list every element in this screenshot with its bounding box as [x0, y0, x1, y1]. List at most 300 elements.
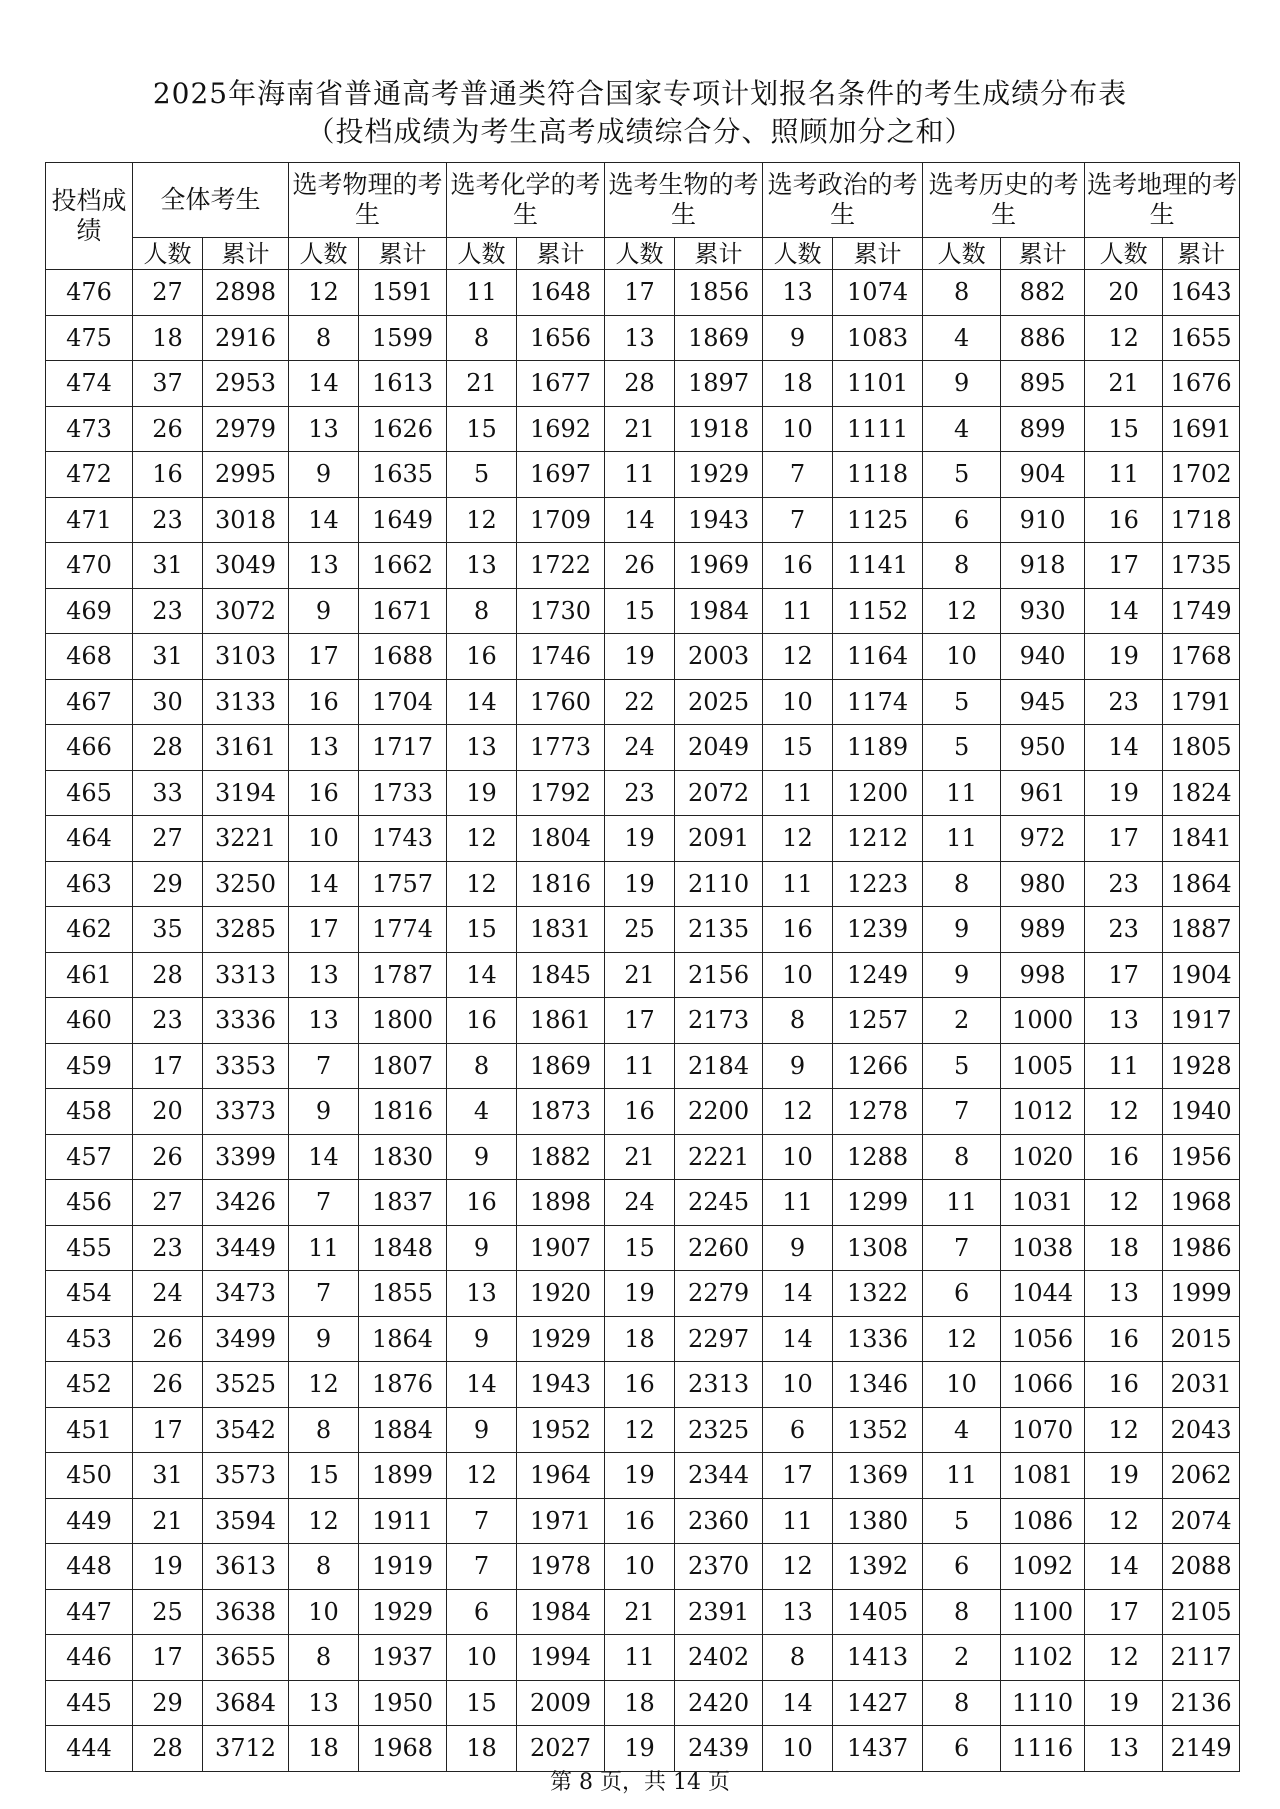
cumulative-cell: 1816 — [359, 1089, 447, 1135]
cumulative-cell: 1346 — [833, 1362, 923, 1408]
table-row — [46, 907, 1240, 953]
count-cell: 10 — [923, 1362, 1001, 1408]
count-cell: 11 — [447, 270, 517, 316]
count-cell: 6 — [923, 1544, 1001, 1590]
count-cell: 8 — [923, 1680, 1001, 1726]
count-cell: 7 — [923, 1225, 1001, 1271]
cumulative-cell: 1718 — [1163, 497, 1240, 543]
cumulative-cell: 1722 — [517, 543, 605, 589]
cumulative-cell: 1816 — [517, 861, 605, 907]
cumulative-cell: 1249 — [833, 952, 923, 998]
count-cell: 23 — [1085, 679, 1163, 725]
count-cell: 26 — [133, 1134, 203, 1180]
cumulative-cell: 1898 — [517, 1180, 605, 1226]
cumulative-cell: 1223 — [833, 861, 923, 907]
cumulative-cell: 1352 — [833, 1407, 923, 1453]
count-cell: 12 — [447, 1453, 517, 1499]
count-cell: 28 — [133, 952, 203, 998]
score-cell: 445 — [46, 1680, 133, 1726]
cumulative-cell: 882 — [1001, 270, 1085, 316]
cumulative-cell: 2344 — [675, 1453, 763, 1499]
count-cell: 17 — [133, 1043, 203, 1089]
cumulative-cell: 2117 — [1163, 1635, 1240, 1681]
count-cell: 8 — [923, 1589, 1001, 1635]
cumulative-cell: 1626 — [359, 406, 447, 452]
count-cell: 16 — [763, 543, 833, 589]
count-cell: 16 — [763, 907, 833, 953]
cumulative-cell: 2003 — [675, 634, 763, 680]
count-cell: 27 — [133, 270, 203, 316]
cumulative-cell: 1702 — [1163, 452, 1240, 498]
cumulative-cell: 1336 — [833, 1316, 923, 1362]
count-cell: 17 — [1085, 952, 1163, 998]
count-cell: 11 — [763, 588, 833, 634]
cumulative-cell: 1671 — [359, 588, 447, 634]
count-subheader: 人数 — [763, 238, 833, 270]
count-cell: 26 — [605, 543, 675, 589]
cumulative-cell: 1692 — [517, 406, 605, 452]
cumulative-cell: 2091 — [675, 816, 763, 862]
score-cell: 452 — [46, 1362, 133, 1408]
count-cell: 13 — [289, 725, 359, 771]
cumulative-cell: 2149 — [1163, 1726, 1240, 1772]
count-cell: 17 — [1085, 816, 1163, 862]
cumulative-cell: 1746 — [517, 634, 605, 680]
cumulative-cell: 1773 — [517, 725, 605, 771]
count-cell: 25 — [133, 1589, 203, 1635]
count-cell: 10 — [763, 952, 833, 998]
count-cell: 9 — [923, 361, 1001, 407]
cumulative-cell: 1322 — [833, 1271, 923, 1317]
cumulative-cell: 1856 — [675, 270, 763, 316]
cumulative-cell: 1943 — [675, 497, 763, 543]
cumulative-cell: 886 — [1001, 315, 1085, 361]
cumulative-cell: 1599 — [359, 315, 447, 361]
cumulative-cell: 3684 — [203, 1680, 289, 1726]
count-cell: 11 — [763, 1180, 833, 1226]
count-cell: 14 — [289, 861, 359, 907]
cumulative-cell: 899 — [1001, 406, 1085, 452]
count-cell: 11 — [605, 1043, 675, 1089]
count-cell: 23 — [133, 588, 203, 634]
score-cell: 457 — [46, 1134, 133, 1180]
score-cell: 462 — [46, 907, 133, 953]
table-row — [46, 1225, 1240, 1271]
cumulative-cell: 1066 — [1001, 1362, 1085, 1408]
score-cell: 469 — [46, 588, 133, 634]
cumulative-cell: 2009 — [517, 1680, 605, 1726]
count-cell: 12 — [447, 861, 517, 907]
count-cell: 10 — [289, 1589, 359, 1635]
cumulative-cell: 1904 — [1163, 952, 1240, 998]
count-cell: 18 — [447, 1726, 517, 1772]
cumulative-cell: 1999 — [1163, 1271, 1240, 1317]
count-cell: 21 — [605, 1134, 675, 1180]
cumulative-cell: 1125 — [833, 497, 923, 543]
cumulative-cell: 1005 — [1001, 1043, 1085, 1089]
cumulative-cell: 1141 — [833, 543, 923, 589]
score-cell: 461 — [46, 952, 133, 998]
count-cell: 19 — [605, 816, 675, 862]
count-cell: 26 — [133, 1362, 203, 1408]
cumulative-cell: 998 — [1001, 952, 1085, 998]
count-cell: 12 — [605, 1407, 675, 1453]
cumulative-cell: 1704 — [359, 679, 447, 725]
cumulative-cell: 1212 — [833, 816, 923, 862]
cumulative-cell: 1110 — [1001, 1680, 1085, 1726]
count-cell: 7 — [923, 1089, 1001, 1135]
count-cell: 5 — [923, 725, 1001, 771]
cumulative-cell: 904 — [1001, 452, 1085, 498]
count-subheader: 人数 — [289, 238, 359, 270]
cumulative-cell: 1869 — [675, 315, 763, 361]
cumulative-cell: 1092 — [1001, 1544, 1085, 1590]
table-row — [46, 406, 1240, 452]
cumulative-cell: 3313 — [203, 952, 289, 998]
count-cell: 10 — [923, 634, 1001, 680]
count-cell: 8 — [447, 1043, 517, 1089]
count-cell: 9 — [923, 907, 1001, 953]
count-cell: 24 — [605, 1180, 675, 1226]
score-cell: 470 — [46, 543, 133, 589]
count-cell: 23 — [605, 770, 675, 816]
score-cell: 466 — [46, 725, 133, 771]
cumulative-cell: 2979 — [203, 406, 289, 452]
count-cell: 19 — [447, 770, 517, 816]
cumulative-cell: 1956 — [1163, 1134, 1240, 1180]
cumulative-cell: 1392 — [833, 1544, 923, 1590]
cumulative-cell: 1876 — [359, 1362, 447, 1408]
cumulative-cell: 1427 — [833, 1680, 923, 1726]
count-cell: 8 — [289, 1544, 359, 1590]
count-cell: 29 — [133, 861, 203, 907]
cumulative-cell: 1807 — [359, 1043, 447, 1089]
count-cell: 7 — [447, 1544, 517, 1590]
count-cell: 18 — [1085, 1225, 1163, 1271]
cumulative-cell: 1964 — [517, 1453, 605, 1499]
cumulative-cell: 1805 — [1163, 725, 1240, 771]
count-cell: 12 — [1085, 315, 1163, 361]
cumulative-cell: 1804 — [517, 816, 605, 862]
count-cell: 28 — [133, 725, 203, 771]
cumulative-cell: 2916 — [203, 315, 289, 361]
count-cell: 22 — [605, 679, 675, 725]
cumulative-cell: 1845 — [517, 952, 605, 998]
count-cell: 7 — [763, 497, 833, 543]
count-cell: 13 — [763, 1589, 833, 1635]
cumulative-cell: 940 — [1001, 634, 1085, 680]
cumulative-cell: 1887 — [1163, 907, 1240, 953]
cumulative-cell: 1688 — [359, 634, 447, 680]
cumulative-cell: 1907 — [517, 1225, 605, 1271]
cumulative-cell: 1929 — [359, 1589, 447, 1635]
count-cell: 31 — [133, 543, 203, 589]
count-cell: 20 — [133, 1089, 203, 1135]
cumulative-cell: 1278 — [833, 1089, 923, 1135]
count-subheader: 人数 — [447, 238, 517, 270]
table-row — [46, 1544, 1240, 1590]
count-cell: 11 — [923, 1180, 1001, 1226]
count-cell: 16 — [605, 1089, 675, 1135]
cumulative-cell: 3426 — [203, 1180, 289, 1226]
count-cell: 15 — [1085, 406, 1163, 452]
count-cell: 11 — [763, 770, 833, 816]
table-row — [46, 315, 1240, 361]
cumulative-cell: 2420 — [675, 1680, 763, 1726]
score-cell: 472 — [46, 452, 133, 498]
count-cell: 17 — [763, 1453, 833, 1499]
cumulative-cell: 989 — [1001, 907, 1085, 953]
cumulative-cell: 1984 — [517, 1589, 605, 1635]
count-cell: 14 — [289, 1134, 359, 1180]
table-row — [46, 1589, 1240, 1635]
document-title: 2025年海南省普通高考普通类符合国家专项计划报名条件的考生成绩分布表 — [152, 77, 1128, 110]
cumulative-cell: 1266 — [833, 1043, 923, 1089]
cumulative-cell: 2105 — [1163, 1589, 1240, 1635]
cumulative-cell: 3250 — [203, 861, 289, 907]
count-subheader: 人数 — [605, 238, 675, 270]
cumulative-cell: 3399 — [203, 1134, 289, 1180]
cumulative-cell: 1635 — [359, 452, 447, 498]
cumulative-cell: 895 — [1001, 361, 1085, 407]
cumulative-cell: 1405 — [833, 1589, 923, 1635]
count-cell: 14 — [1085, 725, 1163, 771]
table-row — [46, 861, 1240, 907]
cumulative-cell: 1056 — [1001, 1316, 1085, 1362]
count-cell: 8 — [289, 315, 359, 361]
page-footer: 第 8 页，共 14 页 — [550, 1770, 730, 1795]
cumulative-cell: 2049 — [675, 725, 763, 771]
count-cell: 16 — [605, 1362, 675, 1408]
group-header: 选考物理的考生 — [289, 163, 447, 238]
table-row — [46, 952, 1240, 998]
count-cell: 10 — [447, 1635, 517, 1681]
count-cell: 14 — [763, 1316, 833, 1362]
cumulative-cell: 1662 — [359, 543, 447, 589]
table-row — [46, 1635, 1240, 1681]
table-row — [46, 1498, 1240, 1544]
count-cell: 15 — [763, 725, 833, 771]
count-cell: 14 — [1085, 588, 1163, 634]
cumulative-cell: 1655 — [1163, 315, 1240, 361]
cumulative-cell: 1086 — [1001, 1498, 1085, 1544]
cumulative-cell: 3712 — [203, 1726, 289, 1772]
cumulative-subheader: 累计 — [1001, 238, 1085, 270]
cumulative-cell: 2953 — [203, 361, 289, 407]
count-cell: 12 — [923, 1316, 1001, 1362]
cumulative-cell: 1044 — [1001, 1271, 1085, 1317]
count-cell: 15 — [447, 1680, 517, 1726]
count-cell: 17 — [605, 998, 675, 1044]
count-cell: 15 — [289, 1453, 359, 1499]
cumulative-cell: 1869 — [517, 1043, 605, 1089]
cumulative-cell: 1864 — [1163, 861, 1240, 907]
cumulative-cell: 1920 — [517, 1271, 605, 1317]
cumulative-cell: 1101 — [833, 361, 923, 407]
count-cell: 19 — [605, 634, 675, 680]
count-cell: 10 — [763, 1362, 833, 1408]
cumulative-cell: 1984 — [675, 588, 763, 634]
cumulative-cell: 1102 — [1001, 1635, 1085, 1681]
count-cell: 12 — [923, 588, 1001, 634]
count-cell: 8 — [763, 998, 833, 1044]
count-cell: 20 — [1085, 270, 1163, 316]
cumulative-cell: 2402 — [675, 1635, 763, 1681]
cumulative-cell: 910 — [1001, 497, 1085, 543]
table-row — [46, 543, 1240, 589]
count-cell: 13 — [289, 998, 359, 1044]
table-row — [46, 1453, 1240, 1499]
count-cell: 11 — [923, 1453, 1001, 1499]
count-cell: 10 — [763, 1726, 833, 1772]
cumulative-cell: 3473 — [203, 1271, 289, 1317]
count-cell: 17 — [1085, 1589, 1163, 1635]
score-cell: 476 — [46, 270, 133, 316]
count-cell: 19 — [1085, 770, 1163, 816]
cumulative-cell: 1743 — [359, 816, 447, 862]
cumulative-cell: 1239 — [833, 907, 923, 953]
count-cell: 11 — [605, 452, 675, 498]
cumulative-cell: 1100 — [1001, 1589, 1085, 1635]
count-cell: 29 — [133, 1680, 203, 1726]
cumulative-cell: 3638 — [203, 1589, 289, 1635]
cumulative-cell: 1116 — [1001, 1726, 1085, 1772]
group-header: 选考历史的考生 — [923, 163, 1085, 238]
cumulative-cell: 1735 — [1163, 543, 1240, 589]
cumulative-cell: 1897 — [675, 361, 763, 407]
table-row — [46, 679, 1240, 725]
cumulative-subheader: 累计 — [675, 238, 763, 270]
count-cell: 5 — [447, 452, 517, 498]
score-cell: 471 — [46, 497, 133, 543]
cumulative-cell: 1691 — [1163, 406, 1240, 452]
cumulative-cell: 1787 — [359, 952, 447, 998]
cumulative-cell: 1911 — [359, 1498, 447, 1544]
count-cell: 18 — [763, 361, 833, 407]
count-cell: 17 — [289, 634, 359, 680]
score-cell: 467 — [46, 679, 133, 725]
count-cell: 10 — [763, 406, 833, 452]
count-cell: 8 — [447, 588, 517, 634]
cumulative-cell: 1917 — [1163, 998, 1240, 1044]
count-cell: 19 — [605, 1271, 675, 1317]
group-header: 选考地理的考生 — [1085, 163, 1240, 238]
count-cell: 9 — [763, 1043, 833, 1089]
cumulative-cell: 1968 — [359, 1726, 447, 1772]
count-cell: 28 — [133, 1726, 203, 1772]
group-header: 选考生物的考生 — [605, 163, 763, 238]
cumulative-cell: 1717 — [359, 725, 447, 771]
count-cell: 13 — [289, 543, 359, 589]
cumulative-cell: 1841 — [1163, 816, 1240, 862]
score-cell: 465 — [46, 770, 133, 816]
count-cell: 2 — [923, 998, 1001, 1044]
cumulative-cell: 1613 — [359, 361, 447, 407]
count-cell: 15 — [605, 588, 675, 634]
count-cell: 12 — [1085, 1498, 1163, 1544]
count-cell: 4 — [923, 315, 1001, 361]
cumulative-cell: 2370 — [675, 1544, 763, 1590]
cumulative-cell: 3103 — [203, 634, 289, 680]
count-cell: 19 — [1085, 1680, 1163, 1726]
count-cell: 7 — [289, 1271, 359, 1317]
cumulative-cell: 1413 — [833, 1635, 923, 1681]
count-cell: 12 — [763, 1544, 833, 1590]
table-row — [46, 1407, 1240, 1453]
count-cell: 16 — [605, 1498, 675, 1544]
count-cell: 12 — [447, 816, 517, 862]
count-cell: 10 — [763, 1134, 833, 1180]
cumulative-cell: 1848 — [359, 1225, 447, 1271]
cumulative-cell: 2313 — [675, 1362, 763, 1408]
count-cell: 24 — [133, 1271, 203, 1317]
cumulative-cell: 3525 — [203, 1362, 289, 1408]
cumulative-cell: 3613 — [203, 1544, 289, 1590]
cumulative-cell: 1824 — [1163, 770, 1240, 816]
count-cell: 16 — [1085, 1362, 1163, 1408]
cumulative-cell: 1189 — [833, 725, 923, 771]
cumulative-cell: 1861 — [517, 998, 605, 1044]
cumulative-cell: 1164 — [833, 634, 923, 680]
cumulative-cell: 1855 — [359, 1271, 447, 1317]
cumulative-cell: 1971 — [517, 1498, 605, 1544]
count-cell: 21 — [447, 361, 517, 407]
cumulative-cell: 2135 — [675, 907, 763, 953]
count-cell: 7 — [447, 1498, 517, 1544]
count-subheader: 人数 — [133, 238, 203, 270]
score-cell: 463 — [46, 861, 133, 907]
cumulative-cell: 1831 — [517, 907, 605, 953]
count-cell: 15 — [605, 1225, 675, 1271]
cumulative-cell: 3161 — [203, 725, 289, 771]
cumulative-cell: 1882 — [517, 1134, 605, 1180]
cumulative-cell: 3133 — [203, 679, 289, 725]
count-cell: 12 — [289, 1498, 359, 1544]
count-cell: 21 — [133, 1498, 203, 1544]
cumulative-cell: 2015 — [1163, 1316, 1240, 1362]
cumulative-cell: 2279 — [675, 1271, 763, 1317]
count-cell: 8 — [923, 543, 1001, 589]
cumulative-cell: 3049 — [203, 543, 289, 589]
cumulative-cell: 1111 — [833, 406, 923, 452]
count-cell: 12 — [1085, 1180, 1163, 1226]
table-row — [46, 452, 1240, 498]
cumulative-cell: 2110 — [675, 861, 763, 907]
cumulative-cell: 1760 — [517, 679, 605, 725]
count-subheader: 人数 — [1085, 238, 1163, 270]
cumulative-cell: 1031 — [1001, 1180, 1085, 1226]
cumulative-cell: 2043 — [1163, 1407, 1240, 1453]
table-row — [46, 1134, 1240, 1180]
count-cell: 13 — [1085, 1271, 1163, 1317]
cumulative-cell: 1757 — [359, 861, 447, 907]
count-cell: 19 — [1085, 634, 1163, 680]
count-cell: 16 — [133, 452, 203, 498]
count-cell: 14 — [447, 952, 517, 998]
count-cell: 9 — [289, 588, 359, 634]
count-cell: 35 — [133, 907, 203, 953]
count-cell: 16 — [289, 679, 359, 725]
cumulative-cell: 2360 — [675, 1498, 763, 1544]
cumulative-cell: 1830 — [359, 1134, 447, 1180]
count-cell: 19 — [605, 861, 675, 907]
count-cell: 15 — [447, 907, 517, 953]
count-cell: 4 — [923, 1407, 1001, 1453]
cumulative-cell: 2072 — [675, 770, 763, 816]
table-row — [46, 1180, 1240, 1226]
cumulative-cell: 2025 — [675, 679, 763, 725]
count-cell: 12 — [1085, 1635, 1163, 1681]
